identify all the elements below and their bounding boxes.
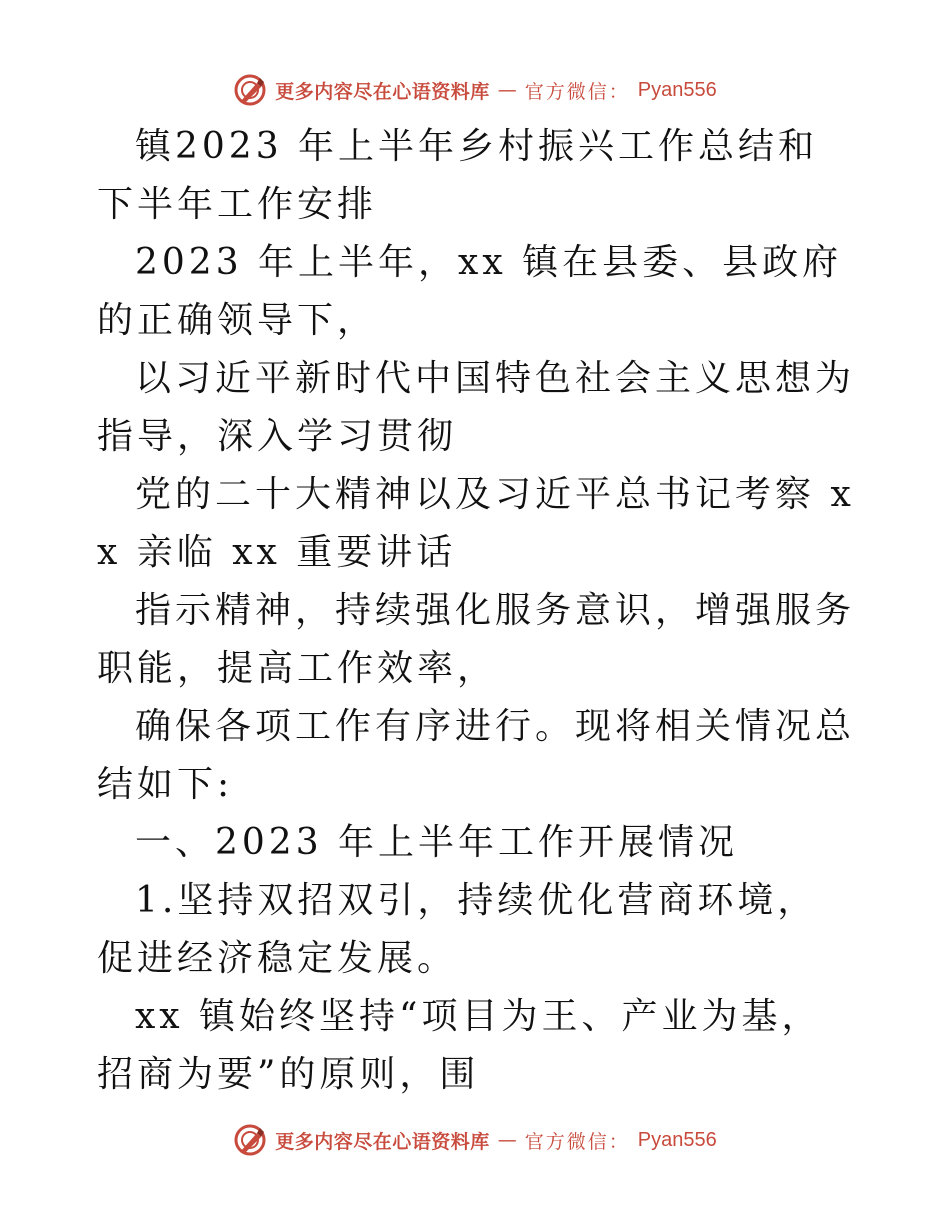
subsection-heading: 1.坚持双招双引，持续优化营商环境，促进经济稳定发展。 [97, 880, 818, 979]
section-heading: 一、2023 年上半年工作开展情况 [135, 822, 739, 863]
watermark-footer [0, 1120, 950, 1160]
paragraph: 党的二十大精神以及习近平总书记考察 xx 亲临 xx 重要讲话 [97, 474, 855, 573]
paragraph: 2023 年上半年，xx 镇在县委、县政府的正确领导下， [97, 242, 843, 341]
watermark-brand: 更多内容尽在心语资料库 [275, 1130, 490, 1153]
watermark-header [0, 70, 950, 110]
paragraph: xx 镇始终坚持“项目为王、产业为基，招商为要”的原则，围 [97, 996, 822, 1095]
watermark-brand: 更多内容尽在心语资料库 [275, 80, 490, 103]
watermark-contact-label: 官方微信： [524, 80, 630, 103]
pen-logo-icon [233, 1123, 267, 1157]
watermark-contact-label: 官方微信： [524, 1130, 630, 1153]
document-title: 镇2023 年上半年乡村振兴工作总结和下半年工作安排 [97, 126, 819, 225]
paragraph: 确保各项工作有序进行。现将相关情况总结如下: [97, 706, 856, 805]
pen-logo-icon [233, 73, 267, 107]
watermark-separator: — [497, 79, 517, 101]
paragraph: 以习近平新时代中国特色社会主义思想为指导，深入学习贯彻 [97, 358, 856, 457]
document-body [97, 118, 857, 1104]
watermark-separator: — [497, 1129, 517, 1151]
paragraph: 指示精神，持续强化服务意识，增强服务职能，提高工作效率， [97, 590, 856, 689]
watermark-contact-id: Pyan556 [637, 1128, 717, 1151]
watermark-contact-id: Pyan556 [637, 78, 717, 101]
